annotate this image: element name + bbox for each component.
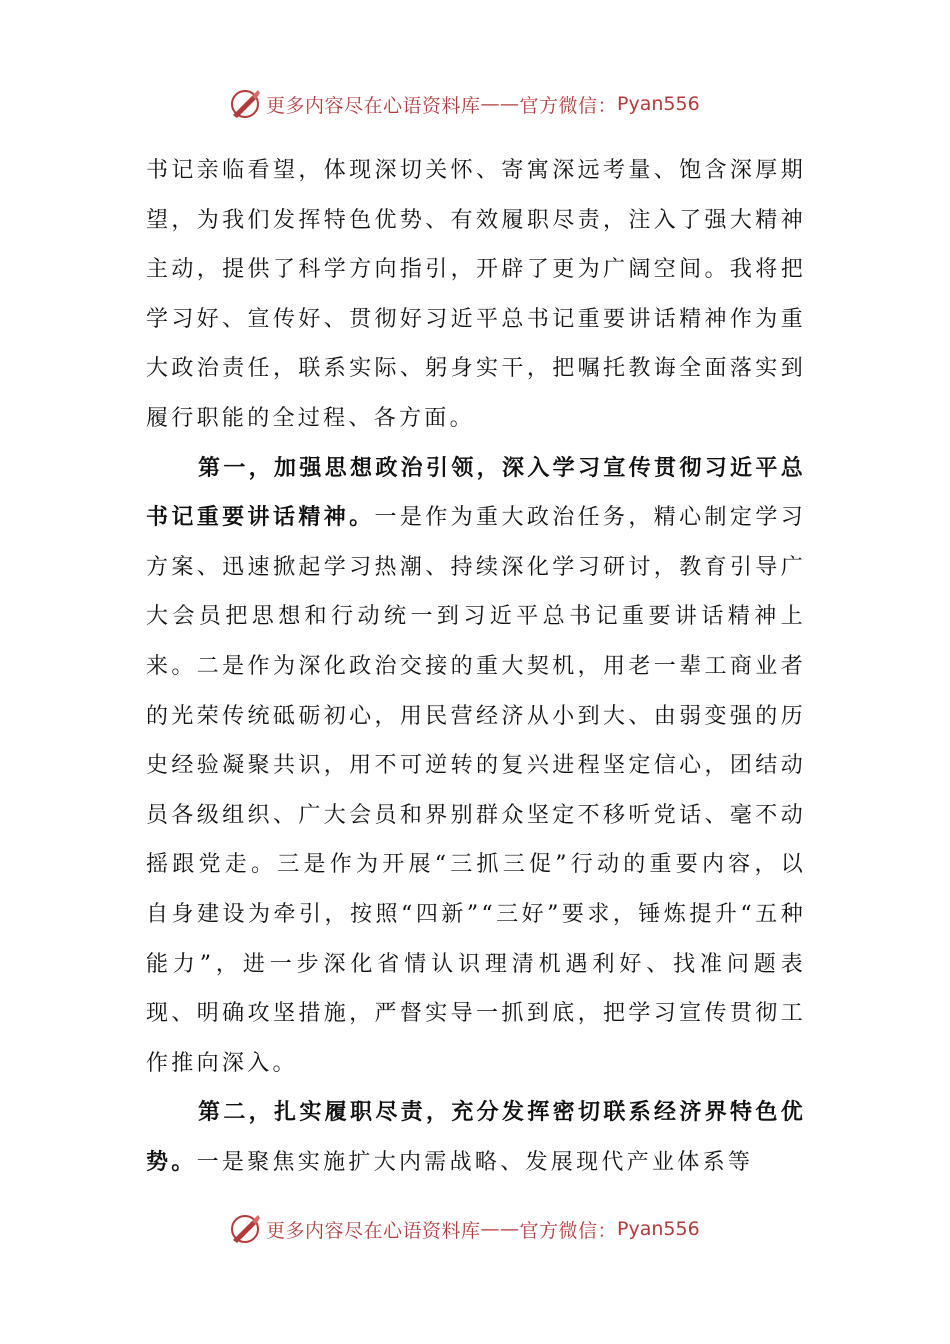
pen-logo-icon xyxy=(228,1212,262,1246)
pen-logo-icon xyxy=(228,87,262,121)
paragraph xyxy=(146,1088,806,1187)
paragraph-text: 一是作为重大政治任务，精心制定学习方案、迅速掀起学习热潮、持续深化学习研讨，教育引导广大会员把思想和行动统一到习近平总书记重要讲话精神上来。二是作为深化政治交接的重大契机，用老一辈工商业者的光荣传统砥砺初心，用民营经济从小到大、由弱变强的历史经验凝聚共识，用不可逆转的复兴进程坚定信心，团结动员各级组织、广大会员和界别群众坚定不移听党话、毫不动摇跟党走。三是作为开展“三抓三促”行动的重要内容，以自身建设为牵引，按照“四新”“三好”要求，锤炼提升“五种能力”，进一步深化省情认识理清机遇利好、找准问题表现、明确攻坚措施，严督实导一抓到底，把学习宣传贯彻工作推向深入。 xyxy=(146,505,807,1076)
document-body xyxy=(146,146,806,1187)
paragraph-text: 书记亲临看望，体现深切关怀、寄寓深远考量、饱含深厚期望，为我们发挥特色优势、有效履职尽责，注入了强大精神主动，提供了科学方向指引，开辟了更为广阔空间。我将把学习好、宣传好、贯彻好习近平总书记重要讲话精神作为重大政治责任，联系实际、躬身实干，把嘱托教诲全面落实到履行职能的全过程、各方面。 xyxy=(146,158,806,431)
banner-wechat-label: 官方微信： xyxy=(519,94,618,117)
banner-wechat-id: Pyan556 xyxy=(617,93,700,115)
paragraph-heading: 第二，扎实履职尽责，充分发挥密切联系经济界特色优势。 xyxy=(146,1099,806,1175)
paragraph-text: 一是聚焦实施扩大内需战略、发展现代产业体系等 xyxy=(196,1149,754,1175)
banner-dash: —— xyxy=(480,1218,520,1240)
banner-brand: 更多内容尽在心语资料库 xyxy=(266,1219,481,1242)
banner-brand: 更多内容尽在心语资料库 xyxy=(266,94,481,117)
header-banner xyxy=(228,84,700,124)
paragraph xyxy=(146,146,806,444)
footer-banner xyxy=(228,1209,700,1249)
banner-wechat-id: Pyan556 xyxy=(617,1218,700,1240)
banner-dash: —— xyxy=(480,93,520,115)
paragraph-heading: 第一，加强思想政治引领，深入学习宣传贯彻习近平总书记重要讲话精神。 xyxy=(146,454,806,531)
paragraph xyxy=(146,444,806,1089)
banner-wechat-label: 官方微信： xyxy=(519,1219,618,1242)
